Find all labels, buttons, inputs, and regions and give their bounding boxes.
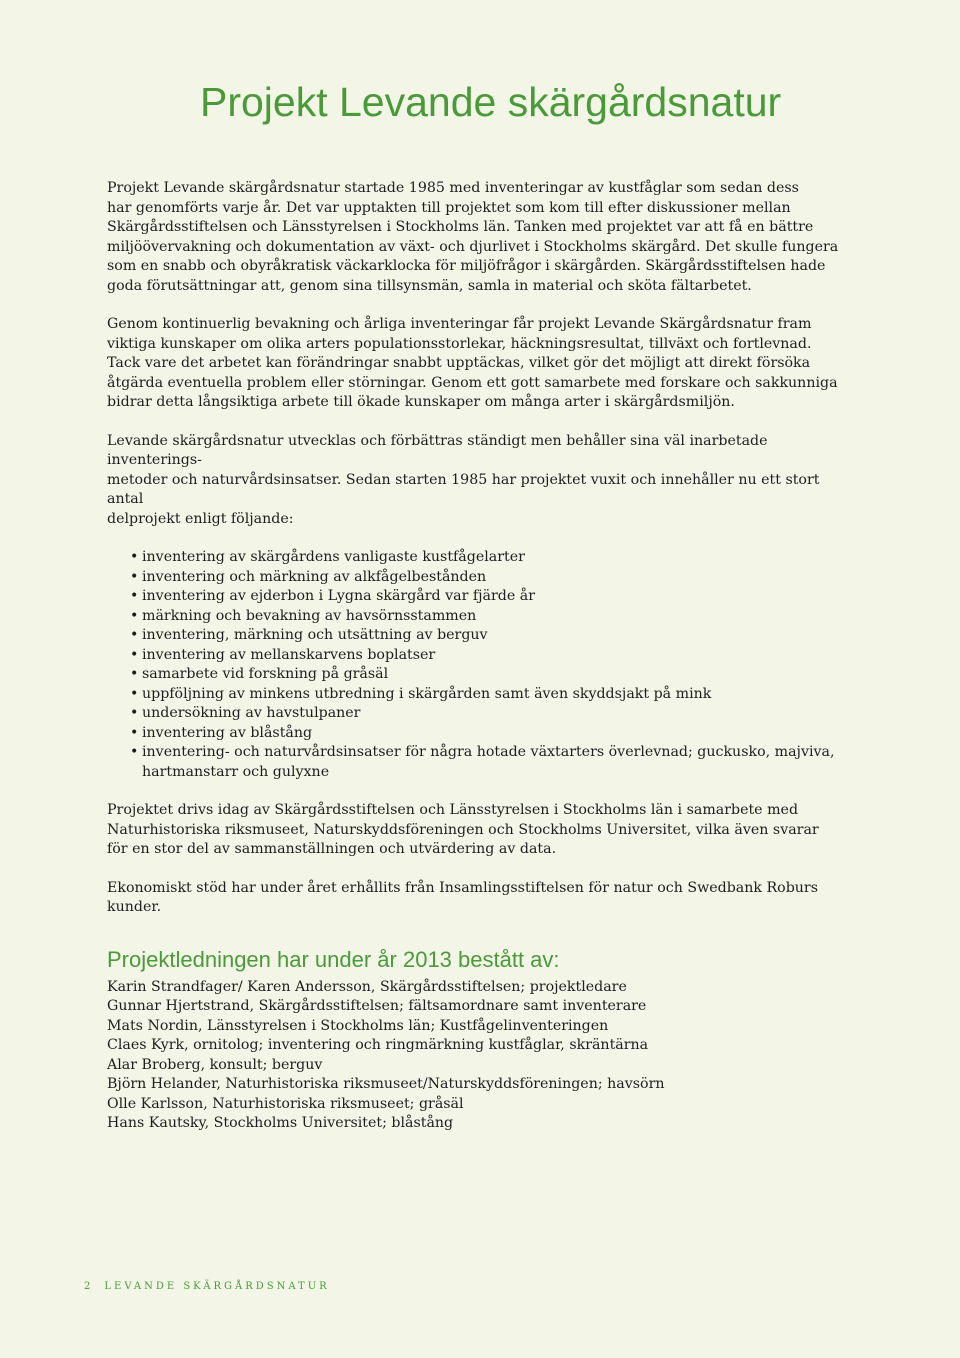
team-member: Alar Broberg, konsult; berguv [107,1056,323,1073]
bullet-icon: • [130,568,139,585]
list-item: • inventering av mellanskarvens boplatser [107,646,847,666]
list-item: • samarbete vid forskning på gråsäl [107,665,847,685]
body-content [107,179,847,1134]
monitoring-paragraph: Genom kontinuerlig bevakning och årliga inventeringar får projekt Levande Skärgårdsnatur fram viktiga kunskaper om olika arters populationsstorlekar, häckningsresultat, tillväxt och fortlevnad. Tack vare det arbetet kan förändringar snabbt upptäckas, vilket gör det möjligt att direkt försöka åtgärda eventuella problem eller störningar. Genom ett gott samarbete med forskare och sakkunniga bidrar detta långsiktiga arbete till ökade kunskaper om många arter i skärgårdsmiljön. [107,316,838,410]
bullet-icon: • [130,646,139,663]
funding-paragraph: Ekonomiskt stöd har under året erhållits från Insamlingsstiftelsen för natur och Swedbank Roburs kunder. [107,879,818,915]
team-list [107,978,847,1134]
subproject-list [107,548,847,782]
page-number: 2 [84,1281,91,1292]
list-item: • inventering av skärgårdens vanligaste kustfågelarter [107,548,847,568]
section-heading: Projektledningen har under år 2013 bestått av: [107,946,560,972]
list-item: • inventering, märkning och utsättning av berguv [107,626,847,646]
list-item: • inventering- och naturvårdsinsatser för några hotade växtarters överlevnad; guckusko, majviva, hartmanstarr och gulyxne [130,744,835,780]
team-member: Hans Kautsky, Stockholms Universitet; blåstång [107,1115,454,1131]
running-title: LEVANDE SKÄRGÅRDSNATUR [104,1281,330,1292]
bullet-icon: • [130,588,139,604]
team-member: Mats Nordin, Länsstyrelsen i Stockholms län; Kustfågelinventeringen [107,1017,609,1034]
list-item: • undersökning av havstulpaner [107,704,847,724]
list-item: • uppföljning av minkens utbredning i skärgården samt även skyddsjakt på mink [107,685,847,705]
team-member: Björn Helander, Naturhistoriska riksmuseet/Naturskyddsföreningen; havsörn [107,1076,665,1092]
bullet-icon: • [130,549,139,565]
subprojects-intro-paragraph: Levande skärgårdsnatur utvecklas och förbättras ständigt men behåller sina väl inarbetade inventerings- metoder och naturvårdsinsatser. Sedan starten 1985 har projektet vuxit och innehåller nu ett stort antal delprojekt enligt följande: [107,432,820,527]
team-member: Gunnar Hjertstrand, Skärgårdsstiftelsen; fältsamordnare samt inventerare [107,998,647,1014]
list-item: • inventering av ejderbon i Lygna skärgård var fjärde år [107,587,847,607]
team-member: Claes Kyrk, ornitolog; inventering och ringmärkning kustfåglar, skräntärna [107,1037,649,1053]
list-item: • märkning och bevakning av havsörnsstammen [107,607,847,627]
list-item: • inventering av blåstång [107,724,847,744]
organisation-paragraph: Projektet drivs idag av Skärgårdsstiftelsen och Länsstyrelsen i Stockholms län i samarbete med Naturhistoriska riksmuseet, Naturskyddsföreningen och Stockholms Universitet, vilka även svarar för en stor del av sammanställningen och utvärdering av data. [107,802,819,857]
bullet-icon: • [130,705,139,721]
bullet-icon: • [130,627,139,643]
team-member: Karin Strandfager/ Karen Andersson, Skärgårdsstiftelsen; projektledare [107,978,627,995]
page-footer [84,1281,330,1292]
page-title: Projekt Levande skärgårdsnatur [200,79,782,125]
bullet-icon: • [130,744,139,760]
intro-paragraph: Projekt Levande skärgårdsnatur startade 1985 med inventeringar av kustfåglar som sedan dess har genomförts varje år. Det var upptakten till projektet som kom till efter diskussioner mellan Skärgårdsstiftelsen och Länsstyrelsen i Stockholms län. Tanken med projektet var att få en bättre miljöövervakning och dokumentation av växt- och djurlivet i Stockholms skärgård. Det skulle fungera som en snabb och obyråkratisk väckarklocka för miljöfrågor i skärgården. Skärgårdsstiftelsen hade goda förutsättningar att, genom sina tillsynsmän, samla in material och sköta fältarbetet. [107,180,839,294]
list-item: • inventering och märkning av alkfågelbestånden [107,568,847,588]
bullet-icon: • [130,666,139,682]
bullet-icon: • [130,724,139,741]
bullet-icon: • [130,685,139,702]
bullet-icon: • [130,607,139,624]
team-member: Olle Karlsson, Naturhistoriska riksmuseet; gråsäl [107,1095,464,1112]
